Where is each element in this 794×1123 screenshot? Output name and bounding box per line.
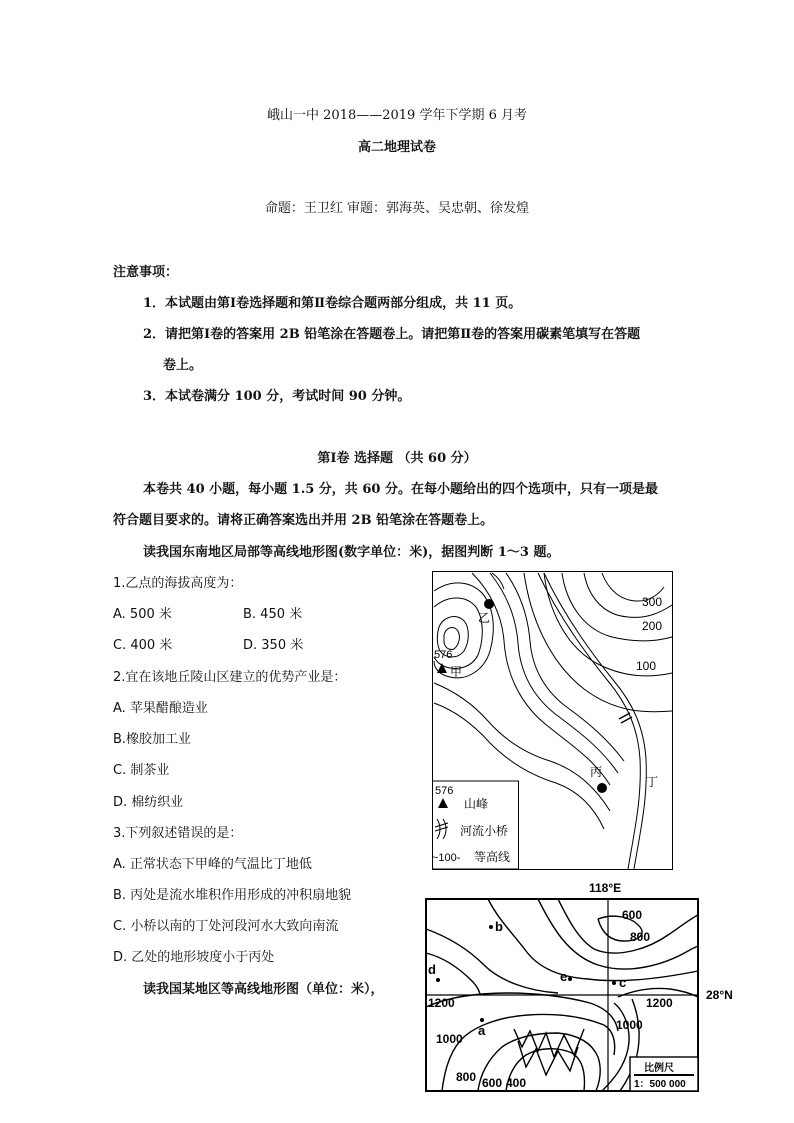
point-c-dot-icon [612, 981, 616, 985]
point-e-dot-icon [568, 977, 572, 981]
q3-option-a: A. 正常状态下甲峰的气温比丁地低 [113, 857, 312, 872]
map2-point-e: e [560, 969, 568, 984]
point-a-dot-icon [480, 1018, 484, 1022]
map2-latitude: 28°N [706, 988, 733, 1002]
map1-point-yi: 乙 [478, 611, 491, 625]
q1-stem: 1.乙点的海拔高度为： [113, 576, 243, 591]
section-intro-1: 本卷共 40 小题，每小题 1.5 分，共 60 分。在每小题给出的四个选项中，只有一项是最 [143, 482, 658, 497]
map2-point-d: d [428, 962, 436, 977]
map2-contour-800-bottom: 800 [456, 1070, 477, 1084]
subject-title: 高二地理试卷 [357, 140, 436, 155]
map2-scale-title: 比例尺 [644, 1063, 674, 1074]
notice-item-3: 3．本试卷满分 100 分，考试时间 90 分钟。 [143, 389, 411, 404]
contour-map-2 [418, 879, 748, 1093]
point-b-dot-icon [489, 925, 493, 929]
q1-option-a: A. 500 米 [113, 607, 172, 622]
q2-stem: 2.宜在该地丘陵山区建立的优势产业是： [113, 670, 347, 685]
q2-option-d: D. 棉纺织业 [113, 795, 184, 810]
map2-contour-1000-right: 1000 [616, 1018, 643, 1032]
map2-contour-400-bottom: 400 [506, 1076, 527, 1090]
map1-contour-100: 100 [636, 659, 657, 673]
notice-heading: 注意事项： [113, 265, 179, 280]
q3-option-c: C. 小桥以南的丁处河段河水大致向南流 [113, 919, 339, 934]
q1-option-d: D. 350 米 [243, 638, 304, 653]
map2-point-a: a [478, 1023, 486, 1038]
legend-bridge-label: 河流小桥 [460, 824, 509, 838]
notice-item-2: 2．请把第Ⅰ卷的答案用 2B 铅笔涂在答题卷上。请把第Ⅱ卷的答案用碳素笔填写在答题 [143, 327, 641, 342]
legend-contour-sample: ~100- [432, 852, 461, 864]
point-yi-dot-icon [484, 599, 494, 609]
authors-line: 命题：王卫红 审题：郭海英、吴忠朝、徐发煌 [264, 201, 530, 216]
legend-contour-label: 等高线 [474, 850, 511, 864]
school-title: 峨山一中 2018——2019 学年下学期 6 月考 [267, 108, 527, 123]
map2-contour-1200-right: 1200 [646, 996, 673, 1010]
q3-stem: 3.下列叙述错误的是： [113, 826, 243, 841]
point-d-dot-icon [436, 978, 440, 982]
map1-point-bing: 丙 [590, 765, 603, 779]
q3-option-b: B. 丙处是流水堆积作用形成的冲积扇地貌 [113, 888, 352, 903]
map2-point-b: b [495, 919, 503, 934]
map2-intro: 读我国某地区等高线地形图（单位：米）， [143, 982, 384, 997]
map1-peak-height: 576 [434, 649, 453, 661]
map2-contour-800: 800 [630, 930, 651, 944]
q1-option-b: B. 450 米 [243, 607, 303, 622]
q3-option-d: D. 乙处的地形坡度小于丙处 [113, 950, 275, 965]
q1-option-c: C. 400 米 [113, 638, 173, 653]
map1-point-ding: 丁 [646, 775, 659, 789]
map1-contour-200: 200 [642, 619, 663, 633]
map2-scale-value: 1：500 000 [634, 1079, 686, 1090]
section-intro-2: 符合题目要求的。请将正确答案选出并用 2B 铅笔涂在答题卷上。 [113, 513, 494, 528]
q2-option-c: C. 制茶业 [113, 763, 170, 778]
map2-contour-1000-left: 1000 [436, 1032, 463, 1046]
notice-item-1: 1．本试题由第Ⅰ卷选择题和第Ⅱ卷综合题两部分组成，共 11 页。 [143, 296, 522, 311]
legend-peak-label: 山峰 [464, 797, 489, 811]
notice-item-2-cont: 卷上。 [163, 358, 203, 373]
contour-map-1 [432, 571, 674, 871]
section-title: 第Ⅰ卷 选择题 （共 60 分） [317, 451, 477, 466]
map1-point-jia: 甲 [450, 665, 463, 679]
map2-point-c: c [619, 975, 627, 990]
point-bing-dot-icon [597, 783, 607, 793]
q2-option-b: B.橡胶加工业 [113, 732, 192, 747]
map2-longitude: 118°E [589, 881, 622, 895]
map1-contour-300: 300 [642, 595, 663, 609]
map2-contour-600: 600 [622, 908, 643, 922]
map2-contour-600-bottom: 600 [482, 1076, 503, 1090]
map2-contour-1200-left: 1200 [428, 996, 455, 1010]
q2-option-a: A. 苹果醋酿造业 [113, 701, 208, 716]
map1-intro: 读我国东南地区局部等高线地形图(数字单位：米)，据图判断 1～3 题。 [143, 545, 560, 560]
legend-peak-value: 576 [435, 785, 454, 797]
